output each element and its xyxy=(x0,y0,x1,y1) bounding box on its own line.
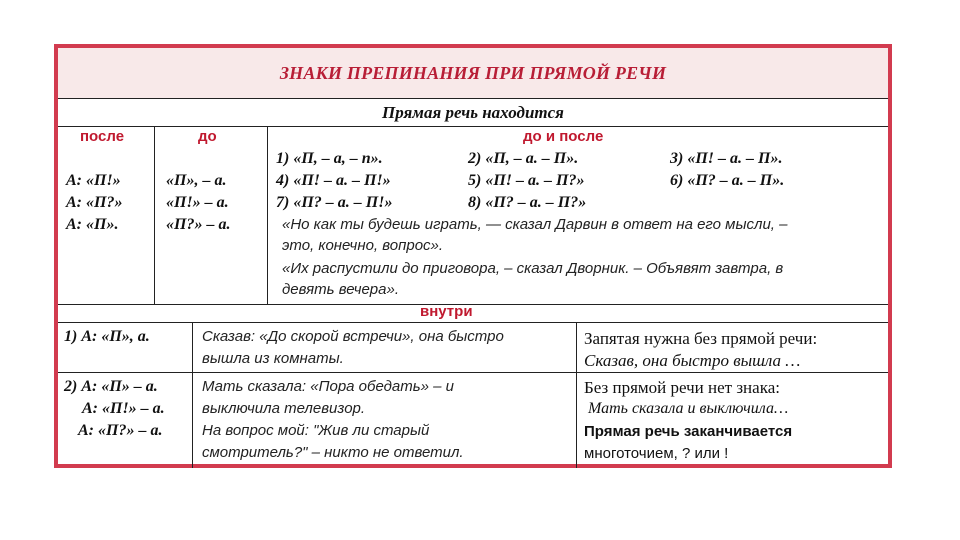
inside-scheme: А: «П?» – а. xyxy=(78,422,163,439)
inside-example: вышла из комнаты. xyxy=(202,350,344,367)
header-both: до и после xyxy=(523,128,604,145)
inside-note: Сказав, она быстро вышла … xyxy=(584,351,801,370)
inside-example: Мать сказала: «Пора обедать» – и xyxy=(202,378,455,395)
header-before: до xyxy=(198,128,217,145)
before-item: «П», – а. xyxy=(166,172,227,189)
column-divider xyxy=(192,322,193,468)
scheme-item: 7) «П? – а. – П!» xyxy=(276,194,393,211)
inside-scheme: 2) А: «П» – а. xyxy=(64,378,158,395)
divider xyxy=(58,372,888,373)
example-line: это, конечно, вопрос». xyxy=(282,237,444,254)
scheme-item: 1) «П, – а, – п». xyxy=(276,150,383,167)
inside-note: Мать сказала и выключила… xyxy=(588,400,789,417)
scheme-item: 6) «П? – а. – П». xyxy=(670,172,785,189)
example-line: девять вечера». xyxy=(282,281,399,298)
inside-scheme: А: «П!» – а. xyxy=(82,400,165,417)
inside-note: Без прямой речи нет знака: xyxy=(584,378,780,397)
after-item: А: «П». xyxy=(66,216,119,233)
column-divider xyxy=(267,126,268,304)
after-item: А: «П?» xyxy=(66,194,123,211)
example-line: «Их распустили до приговора, – сказал Дворник. – Объявят завтра, в xyxy=(282,260,784,277)
divider xyxy=(58,304,888,305)
inside-example: Сказав: «До скорой встречи», она быстро xyxy=(202,328,504,345)
inside-note: Прямая речь заканчивается xyxy=(584,423,793,440)
scheme-item: 4) «П! – а. – П!» xyxy=(276,172,391,189)
page-title: ЗНАКИ ПРЕПИНАНИЯ ПРИ ПРЯМОЙ РЕЧИ xyxy=(279,63,667,83)
scheme-item: 5) «П! – а. – П?» xyxy=(468,172,585,189)
divider xyxy=(58,322,888,323)
scheme-item: 8) «П? – а. – П?» xyxy=(468,194,587,211)
column-divider xyxy=(576,322,577,468)
divider xyxy=(58,126,888,127)
inside-note: Запятая нужна без прямой речи: xyxy=(584,329,818,348)
column-divider xyxy=(154,126,155,304)
before-item: «П?» – а. xyxy=(166,216,231,233)
rules-table xyxy=(54,44,892,468)
after-item: А: «П!» xyxy=(66,172,121,189)
before-item: «П!» – а. xyxy=(166,194,229,211)
subtitle: Прямая речь находится xyxy=(382,103,564,122)
header-after: после xyxy=(80,128,125,145)
scheme-item: 2) «П, – а. – П». xyxy=(468,150,579,167)
inside-example: На вопрос мой: "Жив ли старый xyxy=(202,422,430,439)
inside-scheme: 1) А: «П», а. xyxy=(64,328,150,345)
divider xyxy=(58,98,888,99)
inside-example: смотритель?" – никто не ответил. xyxy=(202,444,464,461)
header-inside: внутри xyxy=(420,303,473,320)
example-line: «Но как ты будешь играть, — сказал Дарвин в ответ на его мысли, – xyxy=(282,216,788,233)
inside-note: многоточием, ? или ! xyxy=(584,445,729,462)
inside-example: выключила телевизор. xyxy=(202,400,366,417)
scheme-item: 3) «П! – а. – П». xyxy=(670,150,783,167)
title-bar xyxy=(58,48,888,98)
